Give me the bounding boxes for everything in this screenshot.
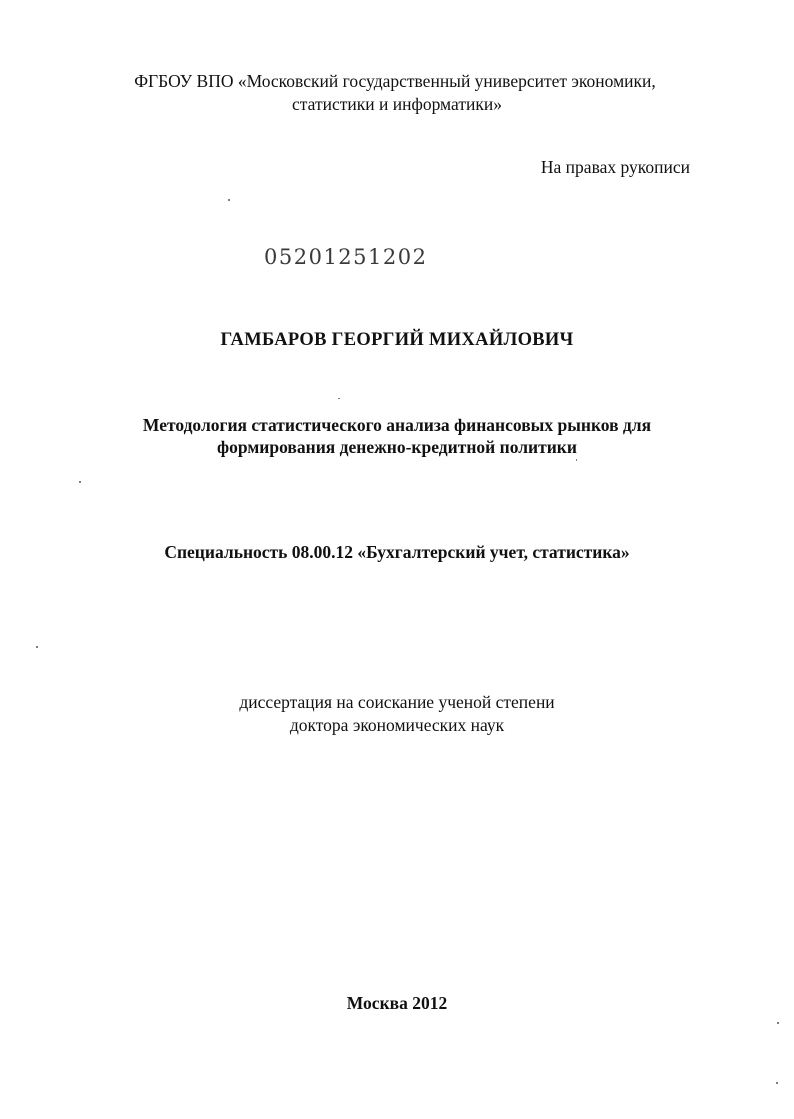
institution-line-1: ФГБОУ ВПО «Московский государственный университет экономики,: [134, 71, 656, 91]
archive-stamp-number: 05201251202: [264, 245, 428, 269]
author-name: ГАМБАРОВ ГЕОРГИЙ МИХАЙЛОВИЧ: [220, 330, 574, 350]
specialty: Специальность 08.00.12 «Бухгалтерский учет, статистика»: [164, 542, 630, 562]
scan-speck: [777, 1022, 779, 1024]
degree-line-1: диссертация на соискание ученой степени: [239, 692, 555, 712]
city-year: Москва 2012: [346, 993, 448, 1013]
dissertation-title-line-1: Методология статистического анализа финансовых рынков для: [142, 415, 652, 435]
scan-speck: [36, 646, 38, 648]
scan-speck: [79, 481, 81, 483]
scan-speck: [338, 398, 340, 399]
scan-speck: [228, 199, 230, 201]
degree-line-2: доктора экономических наук: [289, 715, 505, 735]
scan-speck: [776, 1082, 778, 1084]
dissertation-title-line-2: формирования денежно-кредитной политики: [217, 437, 577, 457]
manuscript-note: На правах рукописи: [540, 157, 690, 177]
scan-speck: [576, 459, 577, 461]
institution-line-2: статистики и информатики»: [292, 94, 502, 114]
